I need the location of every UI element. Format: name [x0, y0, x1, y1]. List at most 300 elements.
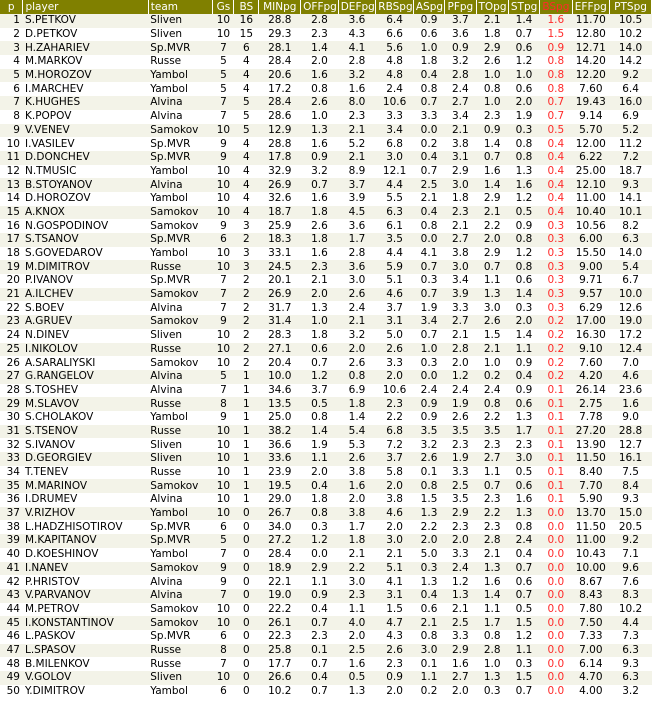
cell-pf-pg: 3.3: [445, 548, 476, 562]
cell-player: I.NANEV: [23, 562, 148, 576]
cell-ast-pg: 0.4: [413, 69, 444, 83]
cell-blocks-total: 5: [234, 124, 259, 138]
cell-team: Samokov: [148, 603, 213, 617]
cell-player: I.NIKOLOV: [23, 343, 148, 357]
cell-eff-pg: 11.00: [572, 192, 610, 206]
cell-rank: 34: [0, 466, 23, 480]
cell-team: Sliven: [148, 438, 213, 452]
cell-team: Samokov: [148, 479, 213, 493]
cell-pf-pg: 2.1: [445, 329, 476, 343]
cell-pts-pg: 17.2: [610, 329, 652, 343]
cell-team: Russe: [148, 397, 213, 411]
cell-min-pg: 29.3: [259, 28, 301, 42]
cell-team: Sliven: [148, 671, 213, 685]
cell-pf-pg: 3.3: [445, 301, 476, 315]
cell-player: A.GRUEV: [23, 315, 148, 329]
cell-games: 5: [213, 55, 234, 69]
cell-bs-pg: 0.0: [540, 520, 572, 534]
cell-def-pg: 3.6: [338, 14, 376, 28]
cell-ast-pg: 1.5: [413, 493, 444, 507]
table-row: [0, 165, 652, 179]
cell-blocks-total: 4: [234, 69, 259, 83]
cell-eff-pg: 9.71: [572, 274, 610, 288]
cell-bs-pg: 0.0: [540, 589, 572, 603]
cell-def-pg: 3.0: [338, 575, 376, 589]
cell-min-pg: 28.3: [259, 329, 301, 343]
cell-blocks-total: 1: [234, 452, 259, 466]
cell-pf-pg: 3.8: [445, 137, 476, 151]
cell-reb-pg: 6.4: [376, 14, 414, 28]
cell-team: Russe: [148, 657, 213, 671]
cell-reb-pg: 2.0: [376, 685, 414, 699]
cell-off-pg: 0.3: [301, 520, 339, 534]
cell-blocks-total: 2: [234, 356, 259, 370]
cell-off-pg: 0.4: [301, 479, 339, 493]
cell-ast-pg: 0.7: [413, 329, 444, 343]
cell-pf-pg: 2.5: [445, 479, 476, 493]
cell-min-pg: 10.2: [259, 685, 301, 699]
cell-games: 7: [213, 384, 234, 398]
cell-pf-pg: 2.1: [445, 603, 476, 617]
cell-to-pg: 1.0: [476, 356, 508, 370]
cell-pf-pg: 2.7: [445, 315, 476, 329]
cell-st-pg: 0.6: [508, 274, 539, 288]
cell-st-pg: 1.4: [508, 288, 539, 302]
cell-pts-pg: 10.2: [610, 603, 652, 617]
cell-team: Samokov: [148, 206, 213, 220]
table-row: [0, 397, 652, 411]
cell-reb-pg: 2.0: [376, 479, 414, 493]
cell-ast-pg: 3.2: [413, 438, 444, 452]
cell-rank: 11: [0, 151, 23, 165]
cell-games: 7: [213, 548, 234, 562]
cell-eff-pg: 8.43: [572, 589, 610, 603]
cell-reb-pg: 1.5: [376, 603, 414, 617]
cell-eff-pg: 4.00: [572, 685, 610, 699]
cell-st-pg: 1.1: [508, 343, 539, 357]
cell-games: 10: [213, 260, 234, 274]
cell-player: S.GOVEDAROV: [23, 247, 148, 261]
table-row: [0, 96, 652, 110]
cell-off-pg: 2.1: [301, 274, 339, 288]
table-row: [0, 657, 652, 671]
header-rank[interactable]: p: [0, 0, 23, 14]
cell-pf-pg: 1.2: [445, 370, 476, 384]
cell-player: L.SPASOV: [23, 644, 148, 658]
cell-pts-pg: 12.6: [610, 301, 652, 315]
table-row: [0, 493, 652, 507]
cell-blocks-total: 1: [234, 370, 259, 384]
cell-reb-pg: 5.5: [376, 192, 414, 206]
cell-player: V.GOLOV: [23, 671, 148, 685]
cell-min-pg: 19.0: [259, 589, 301, 603]
cell-off-pg: 1.6: [301, 192, 339, 206]
cell-pts-pg: 7.2: [610, 151, 652, 165]
cell-pf-pg: 2.4: [445, 82, 476, 96]
cell-ast-pg: 0.9: [413, 14, 444, 28]
cell-games: 8: [213, 397, 234, 411]
cell-pts-pg: 6.3: [610, 671, 652, 685]
cell-off-pg: 1.2: [301, 370, 339, 384]
cell-reb-pg: 2.4: [376, 82, 414, 96]
cell-eff-pg: 9.10: [572, 343, 610, 357]
cell-min-pg: 26.1: [259, 616, 301, 630]
cell-player: S.TOSHEV: [23, 384, 148, 398]
cell-rank: 38: [0, 520, 23, 534]
header-reb-pg[interactable]: RBSpg: [376, 0, 414, 14]
cell-def-pg: 0.5: [338, 671, 376, 685]
cell-player: V.RIZHOV: [23, 507, 148, 521]
cell-bs-pg: 0.3: [540, 274, 572, 288]
header-blocks-total[interactable]: BS: [234, 0, 259, 14]
cell-rank: 4: [0, 55, 23, 69]
cell-min-pg: 26.9: [259, 288, 301, 302]
cell-min-pg: 28.6: [259, 110, 301, 124]
cell-pts-pg: 4.4: [610, 616, 652, 630]
header-team[interactable]: team: [148, 0, 213, 14]
cell-to-pg: 2.9: [476, 41, 508, 55]
cell-off-pg: 1.8: [301, 206, 339, 220]
cell-st-pg: 1.0: [508, 69, 539, 83]
header-def-pg[interactable]: DEFpg: [338, 0, 376, 14]
cell-to-pg: 2.6: [476, 55, 508, 69]
cell-games: 10: [213, 329, 234, 343]
cell-to-pg: 0.8: [476, 630, 508, 644]
cell-eff-pg: 10.00: [572, 562, 610, 576]
cell-reb-pg: 6.3: [376, 206, 414, 220]
cell-pts-pg: 5.4: [610, 260, 652, 274]
cell-def-pg: 2.1: [338, 548, 376, 562]
header-pf-pg[interactable]: PFpg: [445, 0, 476, 14]
header-off-pg[interactable]: OFFpg: [301, 0, 339, 14]
cell-games: 10: [213, 438, 234, 452]
cell-to-pg: 1.4: [476, 178, 508, 192]
cell-player: S.CHOLAKOV: [23, 411, 148, 425]
cell-reb-pg: 4.1: [376, 575, 414, 589]
cell-reb-pg: 2.6: [376, 343, 414, 357]
cell-team: Yambol: [148, 548, 213, 562]
cell-min-pg: 19.5: [259, 479, 301, 493]
cell-to-pg: 0.2: [476, 370, 508, 384]
cell-pf-pg: 2.3: [445, 520, 476, 534]
header-eff-pg[interactable]: EFFpg: [572, 0, 610, 14]
cell-min-pg: 22.1: [259, 575, 301, 589]
cell-team: Russe: [148, 260, 213, 274]
cell-reb-pg: 10.6: [376, 96, 414, 110]
cell-blocks-total: 1: [234, 425, 259, 439]
cell-to-pg: 1.5: [476, 329, 508, 343]
cell-def-pg: 2.0: [338, 493, 376, 507]
cell-st-pg: 1.3: [508, 411, 539, 425]
cell-to-pg: 2.6: [476, 315, 508, 329]
cell-player: S.TSENOV: [23, 425, 148, 439]
cell-ast-pg: 2.1: [413, 616, 444, 630]
cell-pts-pg: 8.3: [610, 589, 652, 603]
cell-eff-pg: 11.50: [572, 520, 610, 534]
cell-team: Sliven: [148, 329, 213, 343]
cell-games: 5: [213, 69, 234, 83]
cell-pts-pg: 1.6: [610, 397, 652, 411]
cell-def-pg: 2.3: [338, 110, 376, 124]
cell-off-pg: 0.7: [301, 685, 339, 699]
cell-blocks-total: 2: [234, 315, 259, 329]
header-pts-pg[interactable]: PTSpg: [610, 0, 652, 14]
cell-min-pg: 32.6: [259, 192, 301, 206]
cell-st-pg: 0.5: [508, 603, 539, 617]
cell-blocks-total: 3: [234, 260, 259, 274]
cell-def-pg: 3.8: [338, 466, 376, 480]
cell-to-pg: 2.0: [476, 233, 508, 247]
cell-min-pg: 33.6: [259, 452, 301, 466]
cell-off-pg: 1.8: [301, 233, 339, 247]
cell-pts-pg: 11.2: [610, 137, 652, 151]
cell-games: 10: [213, 165, 234, 179]
cell-rank: 41: [0, 562, 23, 576]
cell-reb-pg: 3.3: [376, 110, 414, 124]
cell-bs-pg: 0.3: [540, 260, 572, 274]
cell-st-pg: 1.3: [508, 507, 539, 521]
cell-ast-pg: 1.9: [413, 301, 444, 315]
cell-to-pg: 0.3: [476, 685, 508, 699]
table-row: [0, 206, 652, 220]
cell-player: G.RANGELOV: [23, 370, 148, 384]
cell-reb-pg: 6.1: [376, 219, 414, 233]
cell-min-pg: 33.1: [259, 247, 301, 261]
cell-eff-pg: 17.00: [572, 315, 610, 329]
cell-def-pg: 3.9: [338, 192, 376, 206]
cell-player: M.MARINOV: [23, 479, 148, 493]
cell-ast-pg: 0.3: [413, 356, 444, 370]
cell-to-pg: 1.3: [476, 562, 508, 576]
cell-pf-pg: 3.7: [445, 14, 476, 28]
cell-ast-pg: 2.2: [413, 520, 444, 534]
cell-pts-pg: 8.4: [610, 479, 652, 493]
cell-pts-pg: 28.8: [610, 425, 652, 439]
cell-off-pg: 3.2: [301, 165, 339, 179]
cell-pf-pg: 3.5: [445, 493, 476, 507]
cell-ast-pg: 0.9: [413, 411, 444, 425]
cell-eff-pg: 9.57: [572, 288, 610, 302]
cell-games: 7: [213, 657, 234, 671]
cell-bs-pg: 0.0: [540, 562, 572, 576]
cell-blocks-total: 2: [234, 288, 259, 302]
cell-team: Yambol: [148, 69, 213, 83]
cell-off-pg: 1.4: [301, 41, 339, 55]
cell-blocks-total: 2: [234, 301, 259, 315]
cell-min-pg: 24.5: [259, 260, 301, 274]
cell-to-pg: 1.0: [476, 69, 508, 83]
cell-rank: 3: [0, 41, 23, 55]
cell-reb-pg: 7.2: [376, 438, 414, 452]
table-row: [0, 151, 652, 165]
cell-st-pg: 0.3: [508, 124, 539, 138]
cell-pts-pg: 3.2: [610, 685, 652, 699]
cell-eff-pg: 8.40: [572, 466, 610, 480]
table-row: [0, 124, 652, 138]
cell-st-pg: 1.2: [508, 630, 539, 644]
header-games[interactable]: Gs: [213, 0, 234, 14]
cell-reb-pg: 2.2: [376, 411, 414, 425]
cell-ast-pg: 1.3: [413, 507, 444, 521]
cell-off-pg: 1.0: [301, 110, 339, 124]
cell-pts-pg: 6.4: [610, 82, 652, 96]
cell-pts-pg: 7.3: [610, 630, 652, 644]
cell-st-pg: 0.9: [508, 384, 539, 398]
cell-rank: 36: [0, 493, 23, 507]
cell-bs-pg: 0.4: [540, 137, 572, 151]
cell-bs-pg: 0.1: [540, 466, 572, 480]
cell-pf-pg: 2.7: [445, 233, 476, 247]
cell-blocks-total: 0: [234, 548, 259, 562]
cell-st-pg: 0.7: [508, 589, 539, 603]
cell-player: D.KOESHINOV: [23, 548, 148, 562]
cell-blocks-total: 3: [234, 247, 259, 261]
cell-player: K.POPOV: [23, 110, 148, 124]
header-min-pg[interactable]: MINpg: [259, 0, 301, 14]
cell-games: 10: [213, 206, 234, 220]
cell-off-pg: 1.4: [301, 425, 339, 439]
cell-ast-pg: 0.8: [413, 479, 444, 493]
cell-st-pg: 1.5: [508, 671, 539, 685]
cell-def-pg: 1.6: [338, 657, 376, 671]
cell-reb-pg: 6.8: [376, 425, 414, 439]
cell-games: 6: [213, 685, 234, 699]
cell-ast-pg: 1.8: [413, 55, 444, 69]
cell-rank: 9: [0, 124, 23, 138]
cell-st-pg: 2.4: [508, 534, 539, 548]
cell-team: Sp.MVR: [148, 151, 213, 165]
table-row: [0, 233, 652, 247]
cell-reb-pg: 5.8: [376, 466, 414, 480]
cell-off-pg: 2.3: [301, 630, 339, 644]
cell-reb-pg: 3.7: [376, 301, 414, 315]
cell-pts-pg: 7.5: [610, 466, 652, 480]
cell-def-pg: 8.0: [338, 96, 376, 110]
cell-min-pg: 20.6: [259, 69, 301, 83]
cell-st-pg: 2.0: [508, 315, 539, 329]
cell-to-pg: 2.8: [476, 534, 508, 548]
cell-min-pg: 28.1: [259, 41, 301, 55]
cell-rank: 16: [0, 219, 23, 233]
cell-to-pg: 1.4: [476, 589, 508, 603]
table-row: [0, 301, 652, 315]
cell-min-pg: 32.9: [259, 165, 301, 179]
cell-team: Sliven: [148, 14, 213, 28]
cell-eff-pg: 26.14: [572, 384, 610, 398]
cell-bs-pg: 0.1: [540, 384, 572, 398]
cell-eff-pg: 4.20: [572, 370, 610, 384]
cell-eff-pg: 7.70: [572, 479, 610, 493]
cell-st-pg: 0.3: [508, 657, 539, 671]
header-st-pg[interactable]: STpg: [508, 0, 539, 14]
table-row: [0, 178, 652, 192]
cell-to-pg: 2.3: [476, 493, 508, 507]
cell-eff-pg: 7.33: [572, 630, 610, 644]
cell-pts-pg: 9.2: [610, 69, 652, 83]
cell-blocks-total: 5: [234, 96, 259, 110]
cell-reb-pg: 4.6: [376, 507, 414, 521]
header-player[interactable]: player: [23, 0, 148, 14]
cell-eff-pg: 11.00: [572, 534, 610, 548]
cell-off-pg: 2.9: [301, 562, 339, 576]
cell-def-pg: 2.4: [338, 301, 376, 315]
cell-st-pg: 0.7: [508, 685, 539, 699]
cell-st-pg: 0.6: [508, 575, 539, 589]
cell-st-pg: 1.2: [508, 247, 539, 261]
cell-games: 7: [213, 41, 234, 55]
cell-blocks-total: 4: [234, 55, 259, 69]
table-row: [0, 452, 652, 466]
cell-pf-pg: 2.7: [445, 671, 476, 685]
table-row: [0, 616, 652, 630]
cell-ast-pg: 1.1: [413, 671, 444, 685]
cell-blocks-total: 2: [234, 329, 259, 343]
header-bs-pg[interactable]: BSpg: [540, 0, 572, 14]
cell-rank: 46: [0, 630, 23, 644]
cell-player: S.PETKOV: [23, 14, 148, 28]
cell-pf-pg: 2.9: [445, 644, 476, 658]
cell-rank: 42: [0, 575, 23, 589]
cell-rank: 21: [0, 288, 23, 302]
cell-blocks-total: 1: [234, 411, 259, 425]
cell-ast-pg: 0.7: [413, 260, 444, 274]
cell-to-pg: 3.5: [476, 425, 508, 439]
cell-def-pg: 2.6: [338, 288, 376, 302]
cell-rank: 5: [0, 69, 23, 83]
cell-ast-pg: 0.7: [413, 165, 444, 179]
cell-ast-pg: 0.1: [413, 657, 444, 671]
cell-def-pg: 6.9: [338, 384, 376, 398]
cell-off-pg: 2.3: [301, 260, 339, 274]
cell-player: Y.DIMITROV: [23, 685, 148, 699]
cell-blocks-total: 0: [234, 589, 259, 603]
cell-eff-pg: 12.80: [572, 28, 610, 42]
cell-st-pg: 1.6: [508, 493, 539, 507]
cell-rank: 31: [0, 425, 23, 439]
cell-reb-pg: 10.6: [376, 384, 414, 398]
cell-games: 7: [213, 301, 234, 315]
cell-pts-pg: 10.1: [610, 206, 652, 220]
cell-st-pg: 1.3: [508, 165, 539, 179]
header-to-pg[interactable]: TOpg: [476, 0, 508, 14]
cell-reb-pg: 3.7: [376, 452, 414, 466]
cell-pf-pg: 3.2: [445, 55, 476, 69]
cell-pf-pg: 1.9: [445, 397, 476, 411]
cell-team: Russe: [148, 466, 213, 480]
cell-rank: 24: [0, 329, 23, 343]
cell-min-pg: 28.8: [259, 137, 301, 151]
cell-to-pg: 2.1: [476, 206, 508, 220]
cell-def-pg: 3.8: [338, 507, 376, 521]
cell-min-pg: 23.9: [259, 466, 301, 480]
cell-team: Alvina: [148, 178, 213, 192]
cell-blocks-total: 1: [234, 493, 259, 507]
cell-pf-pg: 1.6: [445, 657, 476, 671]
cell-def-pg: 4.0: [338, 616, 376, 630]
cell-eff-pg: 10.56: [572, 219, 610, 233]
header-ast-pg[interactable]: ASpg: [413, 0, 444, 14]
cell-bs-pg: 0.3: [540, 247, 572, 261]
cell-off-pg: 1.6: [301, 69, 339, 83]
cell-pf-pg: 2.5: [445, 616, 476, 630]
cell-bs-pg: 0.0: [540, 575, 572, 589]
cell-team: Samokov: [148, 219, 213, 233]
cell-bs-pg: 1.6: [540, 14, 572, 28]
cell-pf-pg: 0.9: [445, 41, 476, 55]
cell-player: B.STOYANOV: [23, 178, 148, 192]
cell-off-pg: 0.8: [301, 507, 339, 521]
cell-bs-pg: 0.3: [540, 233, 572, 247]
